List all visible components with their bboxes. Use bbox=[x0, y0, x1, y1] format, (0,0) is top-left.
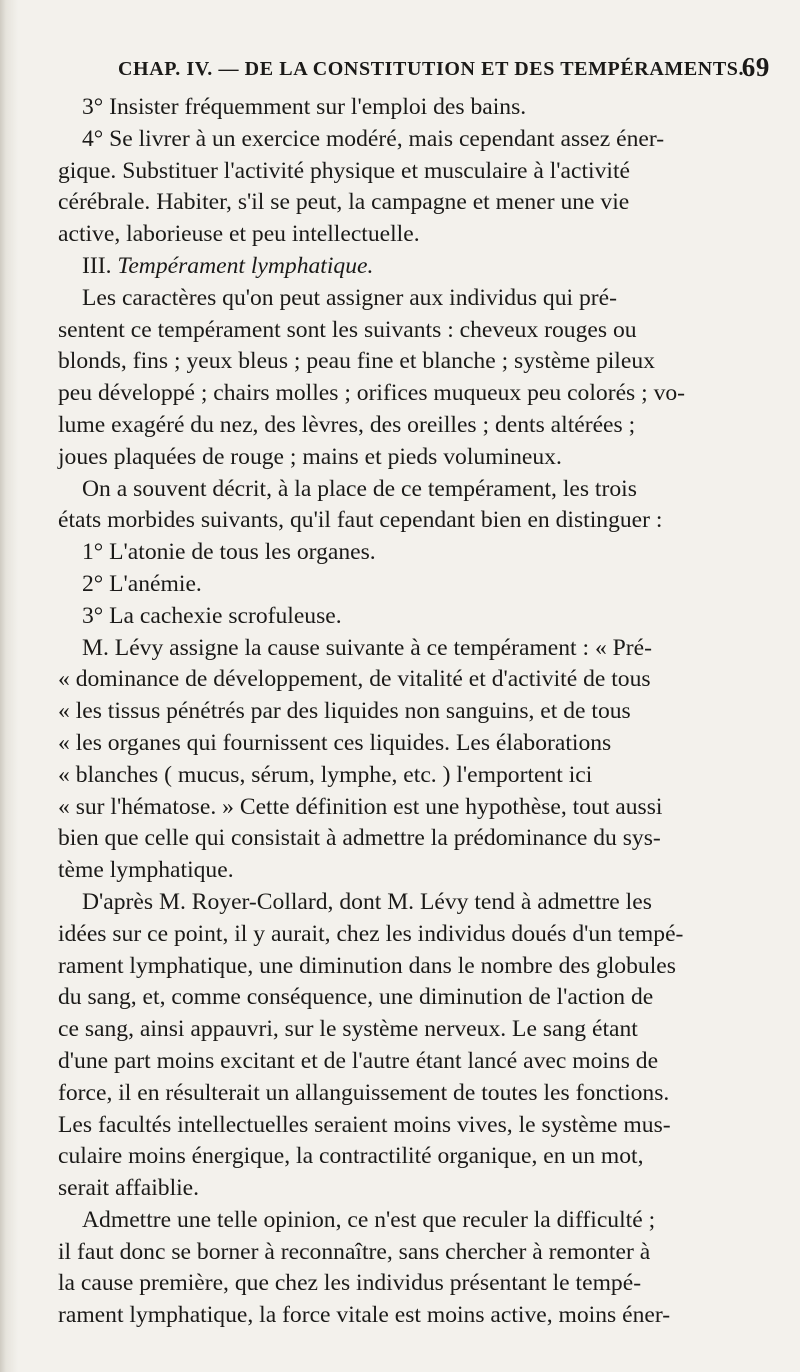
text-line: D'après M. Royer-Collard, dont M. Lévy tend à admettre les bbox=[82, 888, 652, 915]
section-heading-line bbox=[58, 251, 770, 283]
text-line: blonds, fins ; yeux bleus ; peau fine et blanche ; système pileux bbox=[58, 348, 655, 375]
text-line: d'une part moins excitant et de l'autre étant lancé avec moins de bbox=[58, 1047, 659, 1074]
text-line: « dominance de développement, de vitalité et d'activité de tous bbox=[58, 666, 651, 693]
text-line: 3° Insister fréquemment sur l'emploi des bains. bbox=[82, 94, 527, 120]
text-line: active, laborieuse et peu intellectuelle. bbox=[58, 221, 420, 248]
text-line: tème lymphatique. bbox=[58, 857, 234, 884]
text-line: il faut donc se borner à reconnaître, sans chercher à remonter à bbox=[58, 1238, 651, 1265]
text-line: bien que celle qui consistait à admettre la prédominance du sys- bbox=[58, 825, 661, 852]
text-line: force, il en résulterait un allanguissement de toutes les fonctions. bbox=[58, 1079, 670, 1106]
running-header bbox=[58, 52, 770, 92]
chapter-title: CHAP. IV. — DE LA CONSTITUTION ET DES TEMPÉRAMENTS. bbox=[118, 58, 745, 80]
text-line: lume exagéré du nez, des lèvres, des oreilles ; dents altérées ; bbox=[58, 411, 636, 438]
text-line: « les tissus pénétrés par des liquides non sanguins, et de tous bbox=[58, 698, 631, 725]
text-line: la cause première, que chez les individus présentant le tempé- bbox=[58, 1270, 642, 1297]
page-number: 69 bbox=[741, 52, 770, 82]
text-line: 4° Se livrer à un exercice modéré, mais cependant assez éner- bbox=[82, 125, 665, 152]
text-line: M. Lévy assigne la cause suivante à ce tempérament : « Pré- bbox=[82, 634, 652, 661]
text-line: gique. Substituer l'activité physique et musculaire à l'activité bbox=[58, 157, 630, 184]
text-line: « blanches ( mucus, sérum, lymphe, etc. ) l'emportent ici bbox=[58, 761, 593, 788]
text-line: 2° L'anémie. bbox=[82, 570, 202, 597]
book-page bbox=[58, 52, 770, 1332]
text-line: cérébrale. Habiter, s'il se peut, la campagne et mener une vie bbox=[58, 189, 630, 216]
text-line: Les facultés intellectuelles seraient moins vives, le système mus- bbox=[58, 1111, 671, 1138]
page-binding-shadow bbox=[0, 0, 18, 1372]
text-line: Les caractères qu'on peut assigner aux individus qui pré- bbox=[82, 284, 617, 311]
text-line: On a souvent décrit, à la place de ce tempérament, les trois bbox=[82, 475, 637, 502]
text-line: du sang, et, comme conséquence, une diminution de l'action de bbox=[58, 984, 654, 1011]
section-number: III. bbox=[82, 252, 118, 279]
text-line: 1° L'atonie de tous les organes. bbox=[82, 539, 376, 566]
text-line: « sur l'hématose. » Cette définition est une hypothèse, tout aussi bbox=[58, 793, 663, 820]
text-line: états morbides suivants, qu'il faut cependant bien en distinguer : bbox=[58, 507, 663, 534]
text-line: rament lymphatique, la force vitale est moins active, moins éner- bbox=[58, 1302, 671, 1329]
text-line: culaire moins énergique, la contractilité organique, en un mot, bbox=[58, 1143, 644, 1170]
section-title: Tempérament lymphatique. bbox=[117, 252, 374, 279]
text-line: 3° La cachexie scrofuleuse. bbox=[82, 602, 342, 629]
text-line: « les organes qui fournissent ces liquides. Les élaborations bbox=[58, 729, 612, 756]
text-line: joues plaquées de rouge ; mains et pieds volumineux. bbox=[58, 443, 562, 470]
text-line: sentent ce tempérament sont les suivants : cheveux rouges ou bbox=[58, 316, 637, 343]
text-line: Admettre une telle opinion, ce n'est que reculer la difficulté ; bbox=[82, 1206, 656, 1233]
text-line: rament lymphatique, une diminution dans le nombre des globules bbox=[58, 952, 676, 979]
text-line: idées sur ce point, il y aurait, chez les individus doués d'un tempé- bbox=[58, 920, 684, 947]
text-line: peu développé ; chairs molles ; orifices muqueux peu colorés ; vo- bbox=[58, 380, 686, 407]
text-line: ce sang, ainsi appauvri, sur le système nerveux. Le sang étant bbox=[58, 1016, 638, 1043]
body-text bbox=[58, 92, 770, 1332]
text-line: serait affaiblie. bbox=[58, 1175, 200, 1202]
